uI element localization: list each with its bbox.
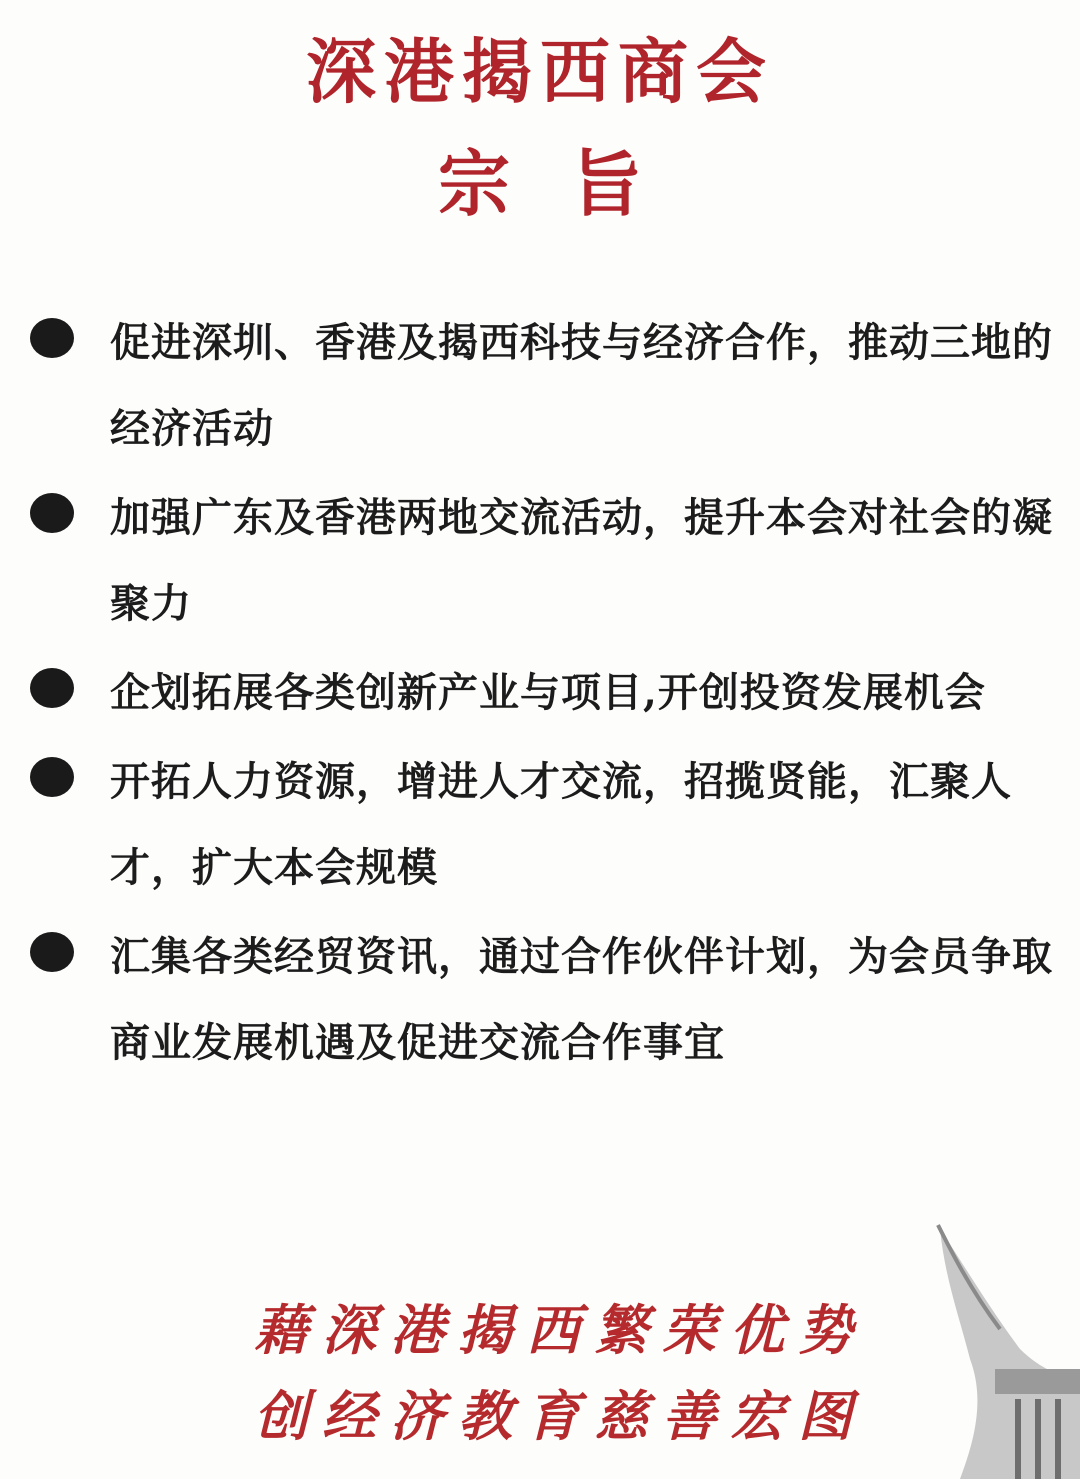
goal-item <box>0 650 1080 736</box>
page-subtitle: 宗旨 <box>437 141 702 226</box>
bullet-icon <box>30 757 74 797</box>
slogan-line-1: 藉深港揭西繁荣优势 <box>254 1298 866 1362</box>
goal-item <box>0 739 1080 911</box>
page-title: 深港揭西商会 <box>306 30 774 113</box>
goal-text: 加强广东及香港两地交流活动，提升本会对社会的凝聚力 <box>110 494 1053 627</box>
goal-item <box>0 300 1080 472</box>
bullet-icon <box>30 668 74 708</box>
goal-item <box>0 475 1080 647</box>
goal-item <box>0 914 1080 1086</box>
bullet-icon <box>30 493 74 533</box>
goal-text: 促进深圳、香港及揭西科技与经济合作，推动三地的经济活动 <box>110 319 1053 452</box>
bullet-icon <box>30 318 74 358</box>
bullet-icon <box>30 932 74 972</box>
goal-text: 企划拓展各类创新产业与项目,开创投资发展机会 <box>110 669 986 716</box>
goals-list <box>0 300 1080 1089</box>
goal-text: 汇集各类经贸资讯，通过合作伙伴计划，为会员争取商业发展机遇及促进交流合作事宜 <box>110 933 1053 1066</box>
goal-text: 开拓人力资源，增进人才交流，招揽贤能，汇聚人才，扩大本会规模 <box>110 758 1012 891</box>
slogan-line-2: 创经济教育慈善宏图 <box>254 1384 866 1448</box>
